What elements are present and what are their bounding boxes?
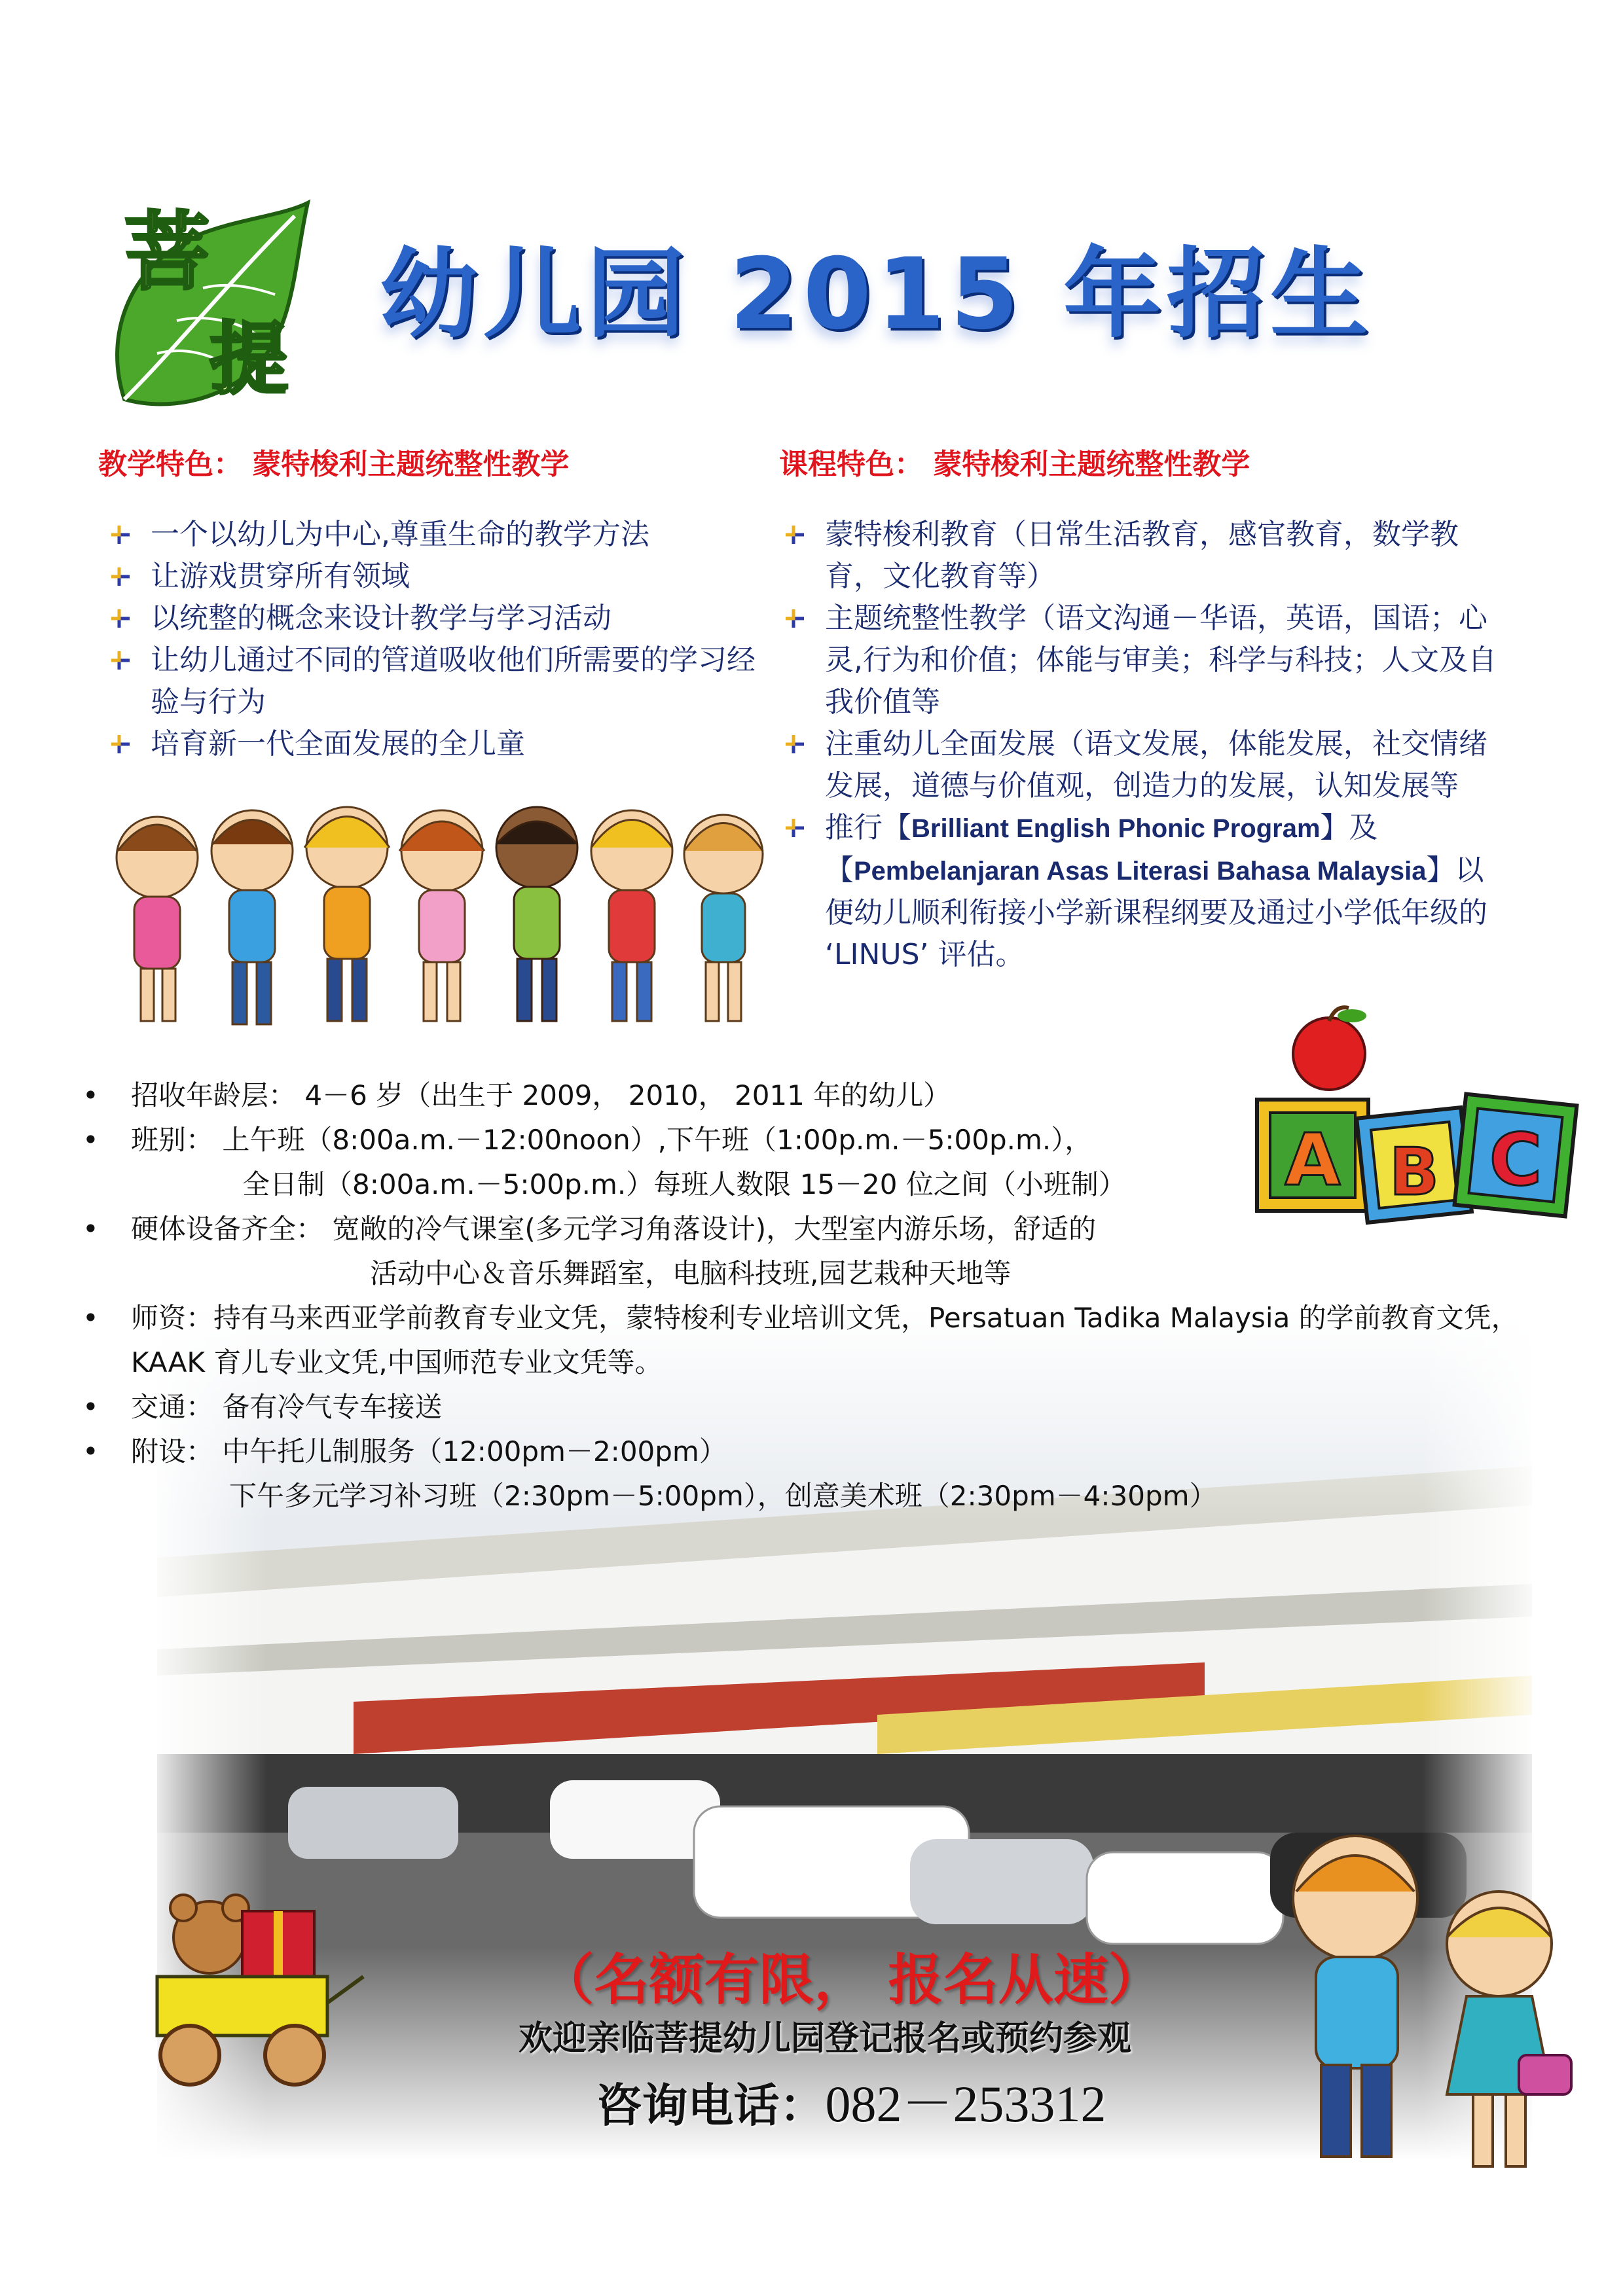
bullet-dot-icon: • <box>82 1435 99 1467</box>
info-extra-2: 下午多元学习补习班（2:30pm－5:00pm），创意美术班（2:30pm－4:30pm） <box>229 1480 1217 1512</box>
phone-number[interactable]: 082－253312 <box>825 2075 1106 2132</box>
arrow-bullet-icon <box>110 734 131 755</box>
arrow-bullet-icon <box>110 524 131 545</box>
curriculum-features-heading: 课程特色： 蒙特梭利主题统整性教学 <box>779 448 1250 481</box>
info-transport: 交通： 备有冷气专车接送 <box>131 1391 443 1423</box>
child-figure <box>117 817 198 1021</box>
list-item <box>105 514 759 556</box>
info-teachers: 师资：持有马来西亚学前教育专业文凭，蒙特梭利专业培训文凭，Persatuan Tadika Malaysia 的学前教育文凭，KAAK 育儿专业文凭,中国师范专业文凭等。 <box>131 1302 1519 1378</box>
list-item-text: 注重幼儿全面发展（语文发展，体能发展，社交情绪发展，道德与价值观，创造力的发展，认知发展等 <box>825 727 1487 802</box>
child-figure <box>399 810 484 1021</box>
boy-figure <box>1293 1836 1417 2157</box>
wheel-icon <box>160 2026 219 2085</box>
list-item-mid: 】及【 <box>825 811 1378 887</box>
list-item <box>105 598 759 639</box>
child-figure <box>304 807 390 1021</box>
contact-phone <box>458 2068 1244 2142</box>
child-figure <box>591 810 672 1021</box>
teddy-bear-icon <box>170 1895 249 1973</box>
arrow-bullet-icon <box>784 734 805 755</box>
bullet-dot-icon: • <box>82 1079 99 1111</box>
children-group-illustration <box>105 785 773 1047</box>
list-item-text: 培育新一代全面发展的全儿童 <box>151 727 525 761</box>
info-classes-row-2 <box>79 1162 1571 1207</box>
curriculum-features-list <box>779 514 1512 976</box>
arrow-bullet-icon <box>784 608 805 629</box>
phone-label: 咨询电话： <box>596 2079 826 2132</box>
limited-places-slogan: （名额有限， 报名从速） <box>539 1948 1163 2012</box>
info-classes-1: 班别： 上午班（8:00a.m.－12:00noon）,下午班（1:00p.m.－5:00p.m.）， <box>131 1124 1093 1156</box>
list-item-text: 让游戏贯穿所有领域 <box>151 560 410 593</box>
list-item-text: 蒙特梭利教育（日常生活教育，感官教育，数学教育，文化教育等） <box>825 518 1459 593</box>
bodhi-leaf-logo-icon <box>98 190 314 412</box>
page-title: 幼儿园 2015 年招生 <box>380 238 1374 351</box>
gift-box-icon <box>242 1911 314 1983</box>
info-age-row <box>79 1073 1571 1118</box>
logo-char-1: 菩 <box>124 202 210 302</box>
list-item-text: 主题统整性教学（语文沟通－华语，英语，国语；心灵,行为和价值；体能与审美；科学与科技；人文及自我价值等 <box>825 601 1497 719</box>
info-age: 招收年龄层： 4－6 岁（出生于 2009， 2010， 2011 年的幼儿） <box>131 1079 951 1111</box>
program-malay-name: Pembelanjaran Asas Literasi Bahasa Malaysia <box>854 857 1427 886</box>
info-extra-1: 附设： 中午托儿制服务（12:00pm－2:00pm） <box>131 1435 727 1467</box>
list-item <box>779 807 1512 976</box>
bullet-dot-icon: • <box>82 1213 99 1245</box>
child-figure <box>211 810 293 1024</box>
list-item <box>105 723 759 765</box>
bullet-dot-icon: • <box>82 1124 99 1156</box>
info-classes-row <box>79 1118 1571 1162</box>
teaching-features-heading: 教学特色： 蒙特梭利主题统整性教学 <box>98 448 570 481</box>
info-classes-2: 全日制（8:00a.m.－5:00p.m.）每班人数限 15－20 位之间（小班制） <box>242 1168 1126 1200</box>
child-figure <box>496 807 577 1021</box>
arrow-bullet-icon <box>110 566 131 587</box>
list-item-text: 让幼儿通过不同的管道吸收他们所需要的学习经验与行为 <box>151 643 756 719</box>
list-item-text: 一个以幼儿为中心,尊重生命的教学方法 <box>151 518 649 551</box>
list-item <box>779 598 1512 723</box>
logo-char-2: 提 <box>210 314 288 405</box>
info-transport-row <box>79 1385 1571 1429</box>
bullet-dot-icon: • <box>82 1302 99 1334</box>
list-item-prefix: 推行【 <box>825 811 911 844</box>
list-item <box>779 723 1512 807</box>
teaching-features-list <box>105 514 759 765</box>
arrow-bullet-icon <box>110 608 131 629</box>
program-english-name: Brilliant English Phonic Program <box>911 814 1321 843</box>
info-teachers-row <box>79 1296 1539 1385</box>
bullet-dot-icon: • <box>82 1391 99 1423</box>
list-item-text: 以统整的概念来设计教学与学习活动 <box>151 601 611 635</box>
block-c-letter: C <box>1489 1118 1542 1202</box>
list-item <box>779 514 1512 598</box>
welcome-text: 欢迎亲临菩提幼儿园登记报名或预约参观 <box>518 2019 1131 2058</box>
list-item-suffix: 】以便幼儿顺利衔接小学新课程纲要及通过小学低年级的 ‘LINUS’ 评估。 <box>825 853 1487 971</box>
arrow-bullet-icon <box>784 817 805 838</box>
child-figure <box>684 815 763 1021</box>
info-extra-row-2 <box>79 1474 1571 1518</box>
enrollment-info-list <box>79 1073 1571 1518</box>
info-facilities-row-2 <box>79 1251 1571 1296</box>
info-facilities-1: 硬体设备齐全： 宽敞的冷气课室(多元学习角落设计)，大型室内游乐场，舒适的 <box>131 1213 1097 1245</box>
info-facilities-row <box>79 1207 1571 1251</box>
list-item <box>105 556 759 598</box>
info-extra-row <box>79 1429 1571 1474</box>
girl-figure <box>1447 1892 1552 2166</box>
block-a-letter: A <box>1285 1118 1341 1202</box>
wheel-icon <box>265 2026 324 2085</box>
list-item <box>105 639 759 723</box>
boy-girl-illustration <box>1270 1820 1584 2186</box>
arrow-bullet-icon <box>110 650 131 671</box>
info-facilities-2: 活动中心＆音乐舞蹈室，电脑科技班,园艺栽种天地等 <box>370 1257 1012 1289</box>
block-b-letter: B <box>1389 1134 1440 1210</box>
handbag-icon <box>1519 2055 1571 2094</box>
teddy-wagon-illustration <box>144 1878 367 2094</box>
arrow-bullet-icon <box>784 524 805 545</box>
